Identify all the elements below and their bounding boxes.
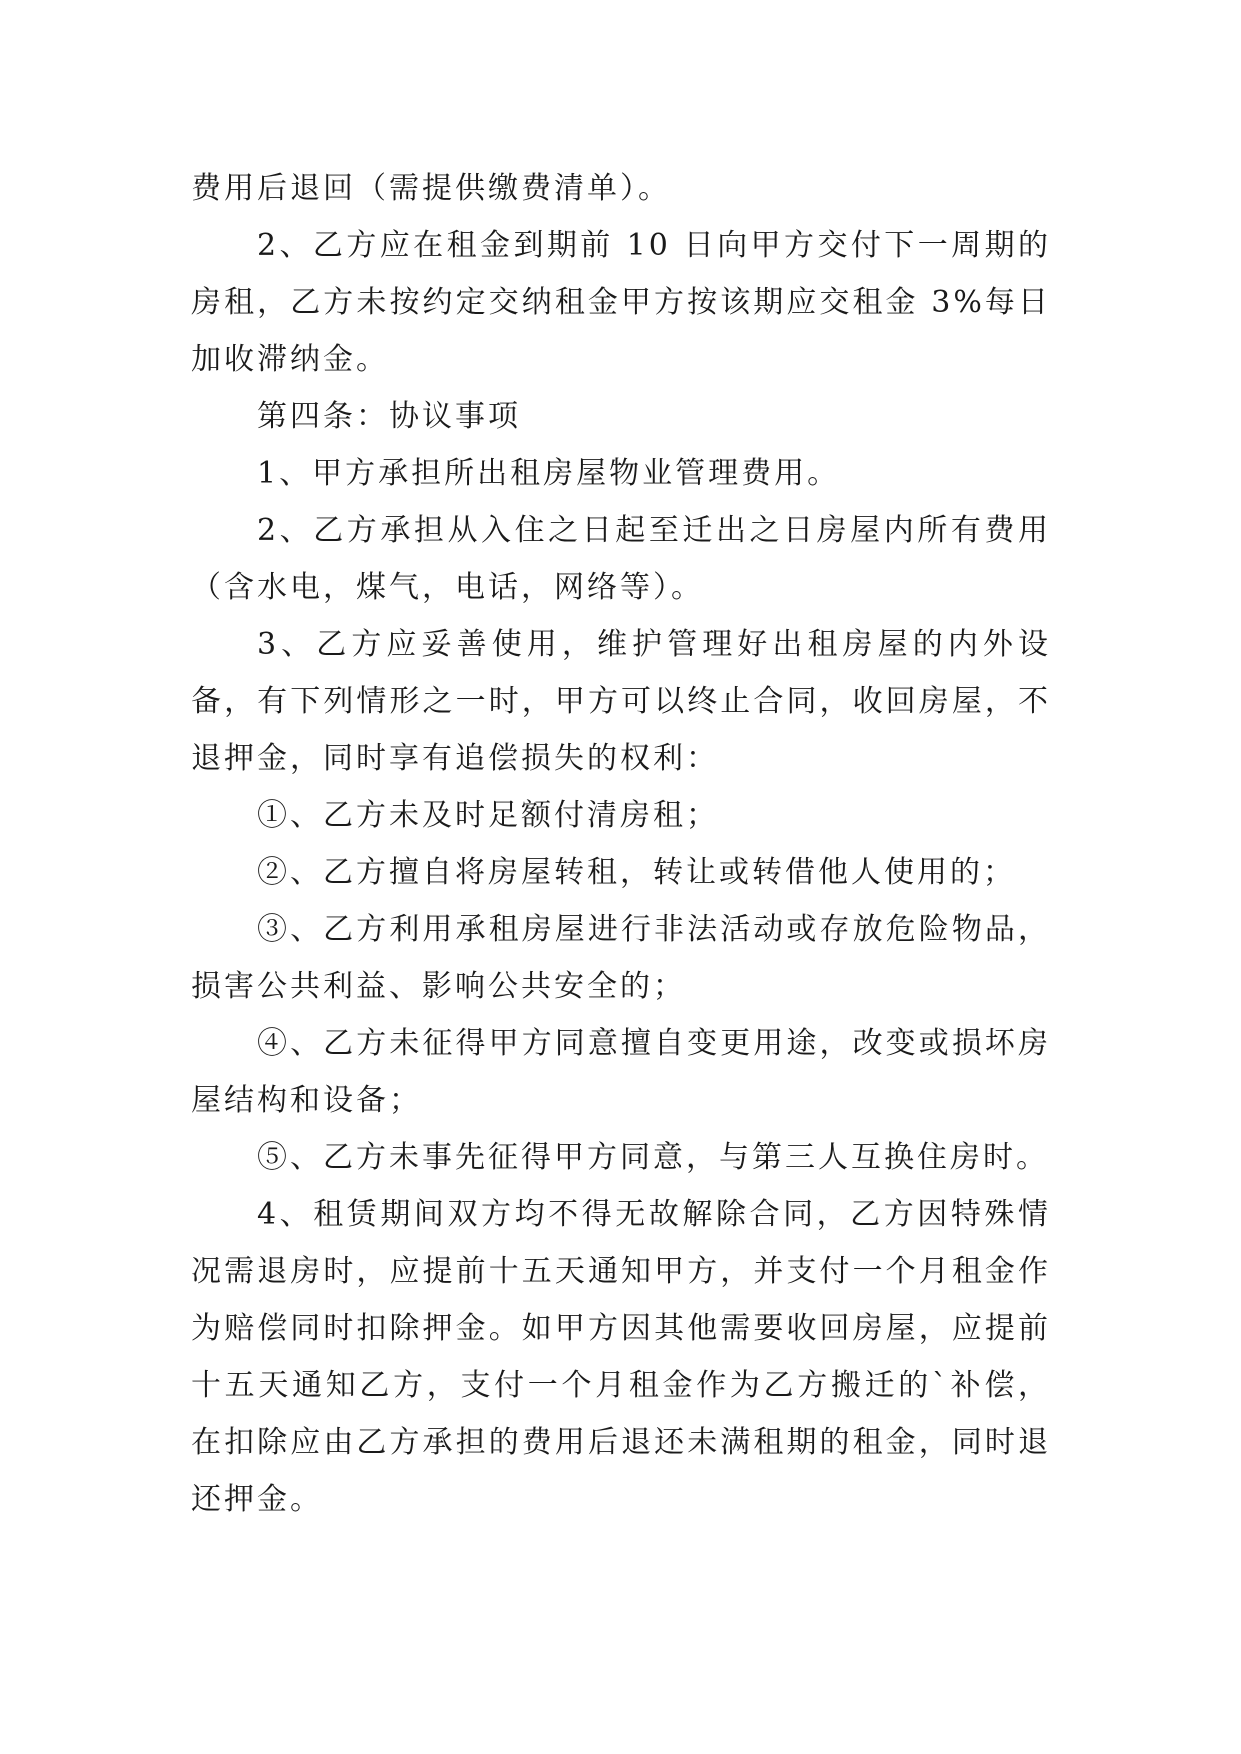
- list-item-circled-4: ④、乙方未征得甲方同意擅自变更用途，改变或损坏房屋结构和设备；: [191, 1026, 1051, 1118]
- list-item-circled-2: ②、乙方擅自将房屋转租，转让或转借他人使用的；: [257, 855, 1016, 890]
- list-item-circled-5: ⑤、乙方未事先征得甲方同意，与第三人互换住房时。: [257, 1140, 1049, 1175]
- paragraph-item-2: 2、乙方承担从入住之日起至迁出之日房屋内所有费用（含水电，煤气，电话，网络等）。: [191, 513, 1051, 605]
- paragraph-item-4: 4、租赁期间双方均不得无故解除合同，乙方因特殊情况需退房时，应提前十五天通知甲方，并支付一个月租金作为赔偿同时扣除押金。如甲方因其他需要收回房屋，应提前十五天通知乙方，支付一个月租金作为乙方搬迁的`补偿，在扣除应由乙方承担的费用后退还未满租期的租金，同时退还押金。: [191, 1197, 1051, 1517]
- list-item-circled-1: ①、乙方未及时足额付清房租；: [257, 798, 719, 833]
- paragraph-item-3: 3、乙方应妥善使用，维护管理好出租房屋的内外设备，有下列情形之一时，甲方可以终止合同，收回房屋，不退押金，同时享有追偿损失的权利：: [191, 627, 1051, 776]
- paragraph-fee-refund: 费用后退回（需提供缴费清单）。: [191, 171, 671, 206]
- section-heading-article-four: 第四条：协议事项: [257, 399, 521, 434]
- paragraph-item-1: 1、甲方承担所出租房屋物业管理费用。: [257, 456, 841, 491]
- document-body: [191, 160, 1051, 1528]
- paragraph-rent-payment: 2、乙方应在租金到期前 10 日向甲方交付下一周期的房租，乙方未按约定交纳租金甲方按该期应交租金 3%每日加收滞纳金。: [191, 228, 1051, 377]
- list-item-circled-3: ③、乙方利用承租房屋进行非法活动或存放危险物品，损害公共利益、影响公共安全的；: [191, 912, 1051, 1004]
